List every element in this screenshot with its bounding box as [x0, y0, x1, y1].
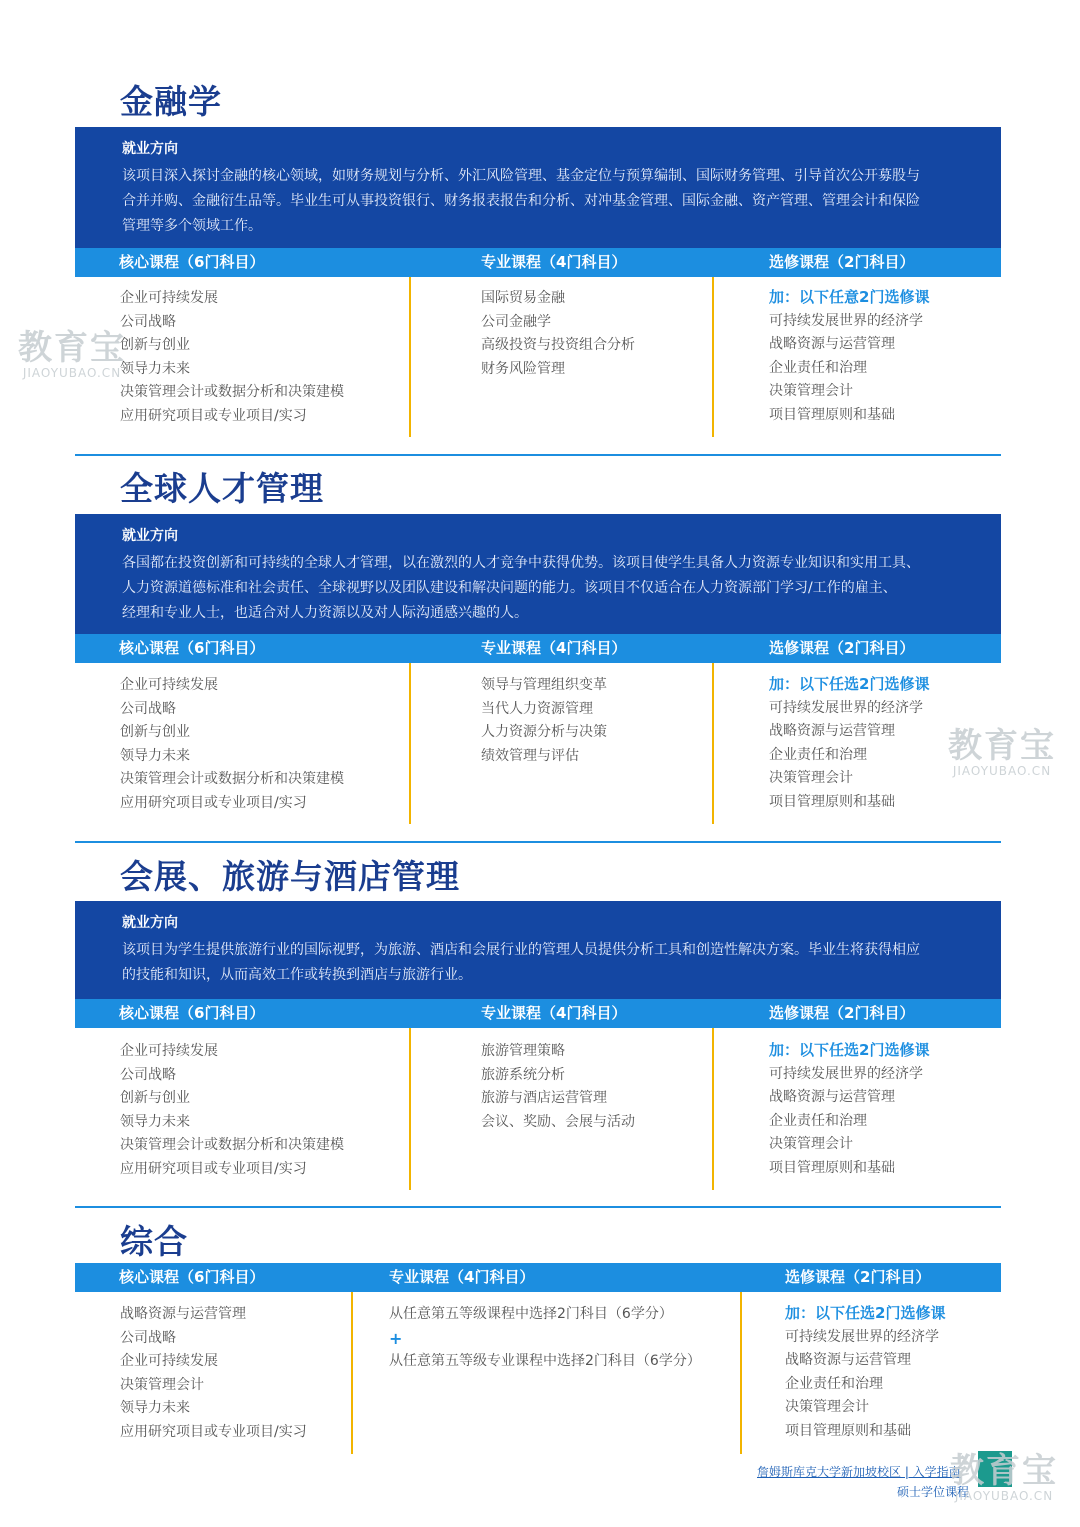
list-item: 从任意第五等级课程中选择2门科目（6学分） [389, 1306, 673, 1322]
elective-course-list [785, 1302, 945, 1443]
watermark-logo: 教育宝 JIAOYUBAO.CN [18, 328, 126, 380]
list-item: 决策管理会计 [769, 383, 853, 399]
list-item: 应用研究项目或专业项目/实习 [120, 407, 307, 424]
list-item: 旅游与酒店运营管理 [481, 1090, 607, 1106]
footer-school: 詹姆斯库克大学新加坡校区 | 入学指南 [757, 1465, 961, 1479]
column-divider [740, 1292, 742, 1454]
list-item: 项目管理原则和基础 [769, 1159, 895, 1176]
list-item: 战略资源与运营管理 [785, 1352, 911, 1368]
list-item: 企业可持续发展 [120, 677, 218, 693]
list-item: 公司战略 [120, 700, 176, 717]
core-course-label: 核心课程（6门科目） [119, 639, 265, 657]
list-item: 绩效管理与评估 [481, 747, 579, 764]
list-item: 战略资源与运营管理 [769, 1089, 895, 1105]
list-item: 决策管理会计 [769, 770, 853, 786]
career-heading: 就业方向 [122, 915, 178, 931]
course-header-bar [75, 999, 1001, 1028]
column-divider [409, 1028, 411, 1190]
list-item: 可持续发展世界的经济学 [769, 699, 923, 716]
elective-heading: 加：以下任选2门选修课 [785, 1304, 946, 1322]
watermark-logo: 教育宝 JIAOYUBAO.CN [950, 1451, 1058, 1503]
list-item: 战略资源与运营管理 [769, 336, 895, 352]
list-item: 公司战略 [120, 313, 176, 330]
list-item: 创新与创业 [120, 724, 190, 740]
list-item: 应用研究项目或专业项目/实习 [120, 794, 307, 811]
list-item: 企业可持续发展 [120, 1353, 218, 1369]
list-item: 可持续发展世界的经济学 [769, 1065, 923, 1082]
column-divider [409, 277, 411, 437]
career-heading: 就业方向 [122, 141, 178, 157]
career-line: 人力资源道德标准和社会责任、全球视野以及团队建设和解决问题的能力。该项目不仅适合在人力资源部门学习/工作的雇主、 [122, 580, 897, 596]
list-item: 公司战略 [120, 1329, 176, 1346]
list-item: 会议、奖励、会展与活动 [481, 1113, 635, 1130]
section-title-talent: 全球人才管理 [120, 469, 324, 508]
footer-program: 硕士学位课程 [897, 1485, 970, 1499]
list-item: 决策管理会计或数据分析和决策建模 [120, 771, 344, 787]
list-item: 企业可持续发展 [120, 290, 218, 306]
specialty-course-label: 专业课程（4门科目） [481, 639, 627, 657]
list-item: 决策管理会计或数据分析和决策建模 [120, 1137, 344, 1153]
specialty-course-list [481, 674, 607, 768]
elective-course-list [769, 673, 929, 814]
list-item: 企业责任和治理 [769, 746, 867, 763]
specialty-course-label: 专业课程（4门科目） [481, 253, 627, 271]
list-item: 从任意第五等级专业课程中选择2门科目（6学分） [389, 1353, 701, 1369]
career-line: 管理等多个领域工作。 [122, 218, 262, 234]
list-item: 项目管理原则和基础 [785, 1422, 911, 1439]
list-item: 国际贸易金融 [481, 290, 565, 306]
list-item: 旅游系统分析 [481, 1066, 565, 1083]
course-header-bar [75, 1263, 1001, 1292]
list-item: 决策管理会计 [120, 1376, 204, 1393]
list-item: 企业责任和治理 [785, 1375, 883, 1392]
list-item: 人力资源分析与决策 [481, 724, 607, 740]
core-course-label: 核心课程（6门科目） [119, 1004, 265, 1022]
elective-heading: 加：以下任选2门选修课 [769, 1041, 930, 1059]
list-item: 当代人力资源管理 [481, 700, 593, 717]
course-header-bar [75, 248, 1001, 277]
section-divider [75, 1206, 1001, 1208]
column-divider [712, 663, 714, 824]
core-course-list [120, 1040, 344, 1181]
core-course-list [120, 674, 344, 815]
list-item: 战略资源与运营管理 [120, 1306, 246, 1322]
list-item: 领导力未来 [120, 360, 190, 377]
list-item: 公司金融学 [481, 313, 551, 330]
specialty-course-label: 专业课程（4门科目） [481, 1004, 627, 1022]
list-item: 企业可持续发展 [120, 1043, 218, 1059]
list-item: 公司战略 [120, 1066, 176, 1083]
career-line: 该项目为学生提供旅游行业的国际视野，为旅游、酒店和会展行业的管理人员提供分析工具和创造性解决方案。毕业生将获得相应 [122, 942, 920, 958]
elective-course-list [769, 286, 929, 427]
column-divider [409, 663, 411, 824]
list-item: 创新与创业 [120, 337, 190, 353]
career-line: 合并并购、金融衍生品等。毕业生可从事投资银行、财务报表报告和分析、对冲基金管理、国际金融、资产管理、管理会计和保险 [122, 193, 920, 209]
course-header-bar [75, 634, 1001, 663]
list-item: 创新与创业 [120, 1090, 190, 1106]
list-item: 决策管理会计或数据分析和决策建模 [120, 384, 344, 400]
core-course-label: 核心课程（6门科目） [119, 253, 265, 271]
elective-course-label: 选修课程（2门科目） [785, 1268, 931, 1286]
section-title-finance: 金融学 [120, 82, 222, 121]
career-line: 该项目深入探讨金融的核心领域，如财务规划与分析、外汇风险管理、基金定位与预算编制、国际财务管理、引导首次公开募股与 [122, 168, 920, 184]
column-divider [351, 1292, 353, 1454]
elective-heading: 加：以下任选2门选修课 [769, 675, 930, 693]
section-divider [75, 454, 1001, 456]
section-divider [75, 841, 1001, 843]
list-item: 战略资源与运营管理 [769, 723, 895, 739]
elective-heading: 加：以下任意2门选修课 [769, 288, 930, 306]
list-item: 应用研究项目或专业项目/实习 [120, 1423, 307, 1440]
list-item: 决策管理会计 [769, 1136, 853, 1152]
plus-icon: + [389, 1328, 403, 1348]
section-title-general: 综合 [120, 1222, 188, 1261]
specialty-course-list [481, 287, 635, 381]
list-item: 领导与管理组织变革 [481, 677, 607, 693]
list-item: 可持续发展世界的经济学 [769, 312, 923, 329]
list-item: 项目管理原则和基础 [769, 406, 895, 423]
specialty-course-list [481, 1040, 635, 1134]
list-item: 旅游管理策略 [481, 1043, 565, 1059]
specialty-course-list [389, 1303, 701, 1374]
column-divider [712, 1028, 714, 1190]
elective-course-list [769, 1039, 929, 1180]
career-panel-talent [75, 514, 1001, 634]
list-item: 领导力未来 [120, 1113, 190, 1130]
elective-course-label: 选修课程（2门科目） [769, 253, 915, 271]
list-item: 决策管理会计 [785, 1399, 869, 1415]
column-divider [712, 277, 714, 437]
core-course-list [120, 287, 344, 428]
list-item: 项目管理原则和基础 [769, 793, 895, 810]
core-course-list [120, 1303, 307, 1444]
career-line: 经理和专业人士，也适合对人力资源以及对人际沟通感兴趣的人。 [122, 605, 528, 621]
career-heading: 就业方向 [122, 528, 178, 544]
list-item: 企业责任和治理 [769, 1112, 867, 1129]
list-item: 高级投资与投资组合分析 [481, 337, 635, 353]
career-line: 的技能和知识，从而高效工作或转换到酒店与旅游行业。 [122, 967, 472, 983]
list-item: 财务风险管理 [481, 360, 565, 377]
list-item: 领导力未来 [120, 1400, 190, 1416]
list-item: 企业责任和治理 [769, 359, 867, 376]
career-line: 各国都在投资创新和可持续的全球人才管理，以在激烈的人才竞争中获得优势。该项目使学生具备人力资源专业知识和实用工具、 [122, 555, 920, 571]
list-item: 应用研究项目或专业项目/实习 [120, 1160, 307, 1177]
elective-course-label: 选修课程（2门科目） [769, 639, 915, 657]
list-item: 领导力未来 [120, 747, 190, 764]
career-panel-tourism [75, 901, 1001, 999]
career-panel-finance [75, 127, 1001, 248]
specialty-course-label: 专业课程（4门科目） [389, 1268, 535, 1286]
core-course-label: 核心课程（6门科目） [119, 1268, 265, 1286]
watermark-logo: 教育宝 JIAOYUBAO.CN [948, 726, 1056, 778]
list-item: 可持续发展世界的经济学 [785, 1328, 939, 1345]
elective-course-label: 选修课程（2门科目） [769, 1004, 915, 1022]
section-title-tourism: 会展、旅游与酒店管理 [120, 857, 460, 896]
